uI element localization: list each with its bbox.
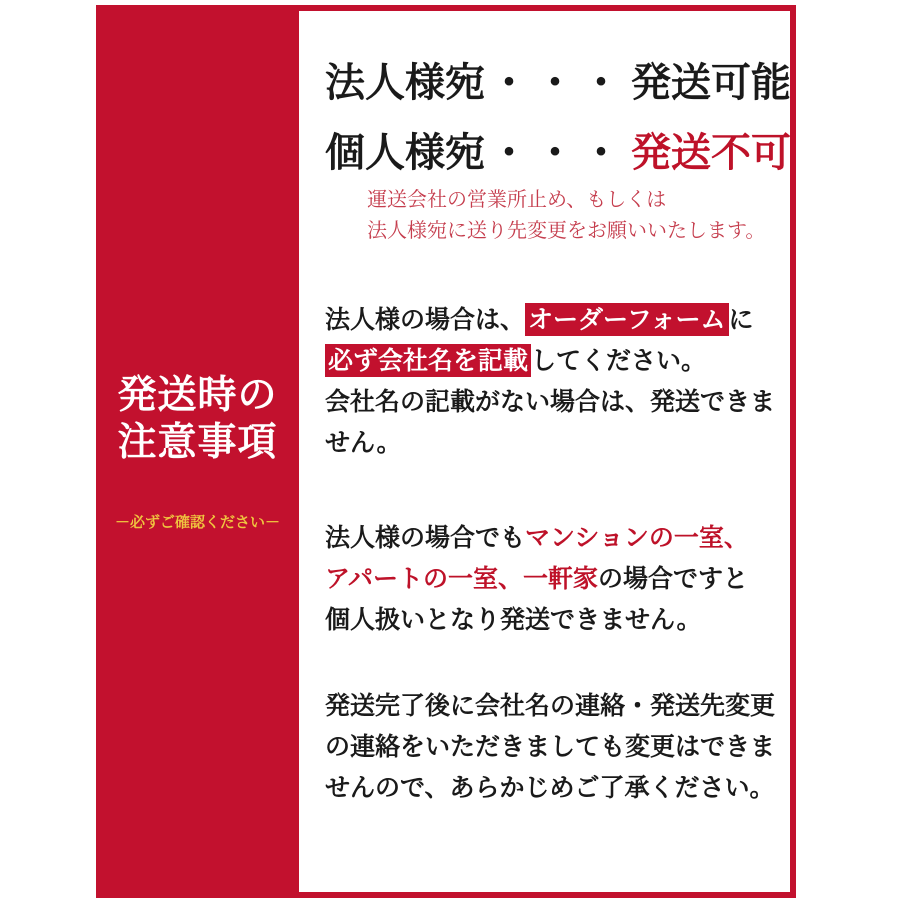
corporate-label: 法人様宛 [325,60,485,106]
order-form-line3: 会社名の記載がない場合は、発送できま [325,387,776,416]
residence-paragraph [325,517,749,640]
shipping-availability-headline [325,48,791,188]
residence-seg1: 法人様の場合でも [325,523,526,552]
residence-line1 [325,517,749,558]
residence-red2: アパートの一室、一軒家 [325,564,599,593]
headline-dots: ・・・ [489,60,627,106]
order-form-line1 [325,299,775,340]
sidebar-title [96,372,299,466]
headline-dots: ・・・ [489,130,627,176]
shipping-note [367,184,765,246]
order-form-line4: せん。 [325,428,402,457]
after-shipping-line1: 発送完了後に会社名の連絡・発送先変更 [325,691,776,720]
order-form-seg2: に [728,305,754,334]
order-form-seg1: 法人様の場合は、 [325,305,526,334]
order-form-paragraph [325,299,775,463]
residence-red1: マンションの一室、 [525,523,749,552]
sidebar-title-line2: 注意事項 [117,420,278,465]
corporate-result: 発送可能 [631,60,791,106]
after-shipping-paragraph [325,685,775,808]
shipping-note-line1: 運送会社の営業所止め、もしくは [367,187,667,211]
individual-result: 発送不可 [631,130,791,176]
after-shipping-line3: せんので、あらかじめご了承ください。 [325,773,775,802]
sidebar-title-line1: 発送時の [117,373,278,418]
sidebar [96,5,299,898]
sidebar-confirm-note: －必ずご確認ください－ [114,513,280,531]
order-form-seg3: してください。 [531,346,707,375]
headline-corporate-line [325,48,791,118]
order-form-highlight1: オーダーフォーム [525,303,729,336]
headline-individual-line [325,118,791,188]
residence-line3: 個人扱いとなり発送できません。 [325,605,702,634]
order-form-line2 [325,340,775,381]
after-shipping-line2: の連絡をいただきましても変更はできま [325,732,776,761]
order-form-highlight2: 必ず会社名を記載 [325,344,531,377]
residence-seg2: の場合ですと [598,564,749,593]
individual-label: 個人様宛 [325,130,485,176]
residence-line2 [325,558,749,599]
shipping-note-line2: 法人様宛に送り先変更をお願いいたします。 [367,218,766,242]
